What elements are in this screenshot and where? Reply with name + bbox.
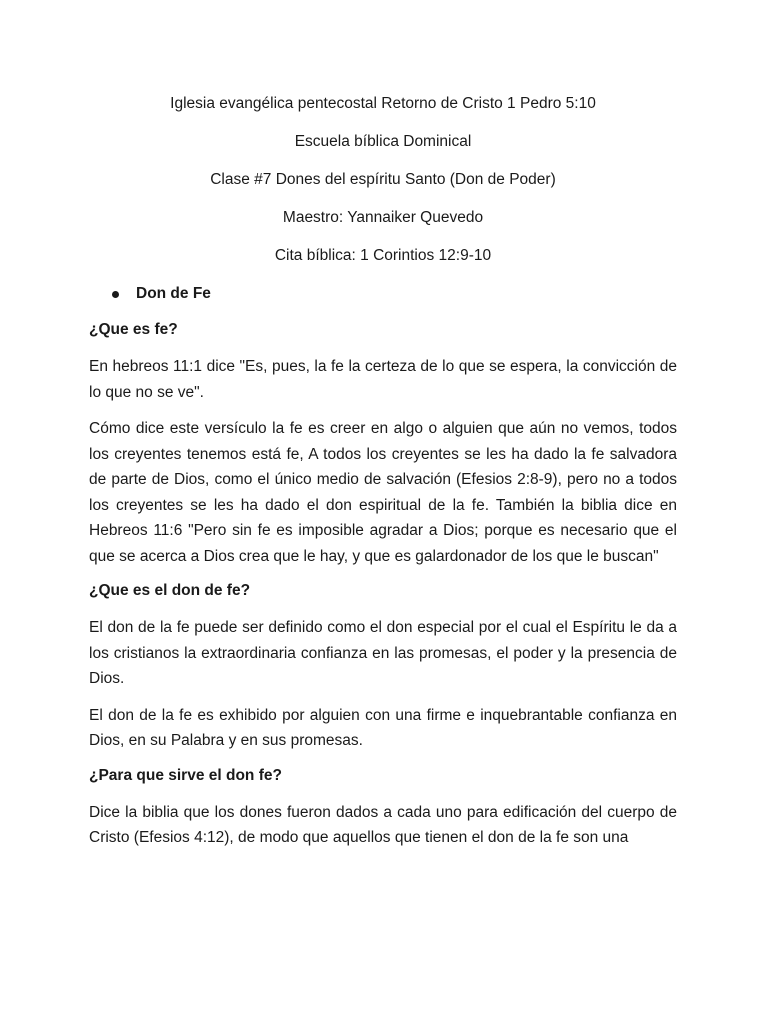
school-name-line: Escuela bíblica Dominical [294, 133, 472, 150]
section-heading-gift-of-faith: ¿Que es el don de fe? [89, 582, 251, 599]
bullet-icon [112, 291, 119, 298]
paragraph-gift-definition: El don de la fe puede ser definido como el don especial por el cual el Espíritu le da a los cristianos la extraordinaria confianza en las promesas, el poder y la presencia de Dios. [89, 619, 677, 687]
paragraph-gift-exhibited: El don de la fe es exhibido por alguien con una firme e inquebrantable confianza en Dios, en su Palabra y en sus promesas. [89, 706, 677, 749]
bible-citation-line: Cita bíblica: 1 Corintios 12:9-10 [274, 247, 492, 264]
bullet-label: Don de Fe [136, 285, 211, 302]
teacher-line: Maestro: Yannaiker Quevedo [282, 209, 484, 226]
bullet-item [89, 283, 677, 305]
section-heading-purpose: ¿Para que sirve el don fe? [89, 766, 282, 784]
document-body [89, 93, 677, 862]
paragraph-purpose: Dice la biblia que los dones fueron dados a cada uno para edificación del cuerpo de Cristo (Efesios 4:12), de modo que aquellos que tienen el don de la fe son una [89, 803, 677, 846]
section-heading-what-is-faith: ¿Que es fe? [89, 321, 178, 338]
paragraph-hebrews-11-1: En hebreos 11:1 dice "Es, pues, la fe la certeza de lo que se espera, la convicción de lo que no se ve". [89, 358, 677, 401]
class-title-line: Clase #7 Dones del espíritu Santo (Don de Poder) [210, 171, 556, 188]
church-name-line: Iglesia evangélica pentecostal Retorno de Cristo 1 Pedro 5:10 [170, 95, 596, 112]
paragraph-faith-explanation: Cómo dice este versículo la fe es creer en algo o alguien que aún no vemos, todos los creyentes tenemos está fe, A todos los creyentes se les ha dado la fe salvadora de parte de Dios, como el único medio de salvación (Efesios 2:8-9), pero no a todos los creyentes se les ha dado el don espiritual de la fe. También la biblia dice en Hebreos 11:6 "Pero sin fe es imposible agradar a Dios; porque es necesario que el que se acerca a Dios crea que le hay, y que es galardonador de los que le buscan" [89, 420, 677, 565]
